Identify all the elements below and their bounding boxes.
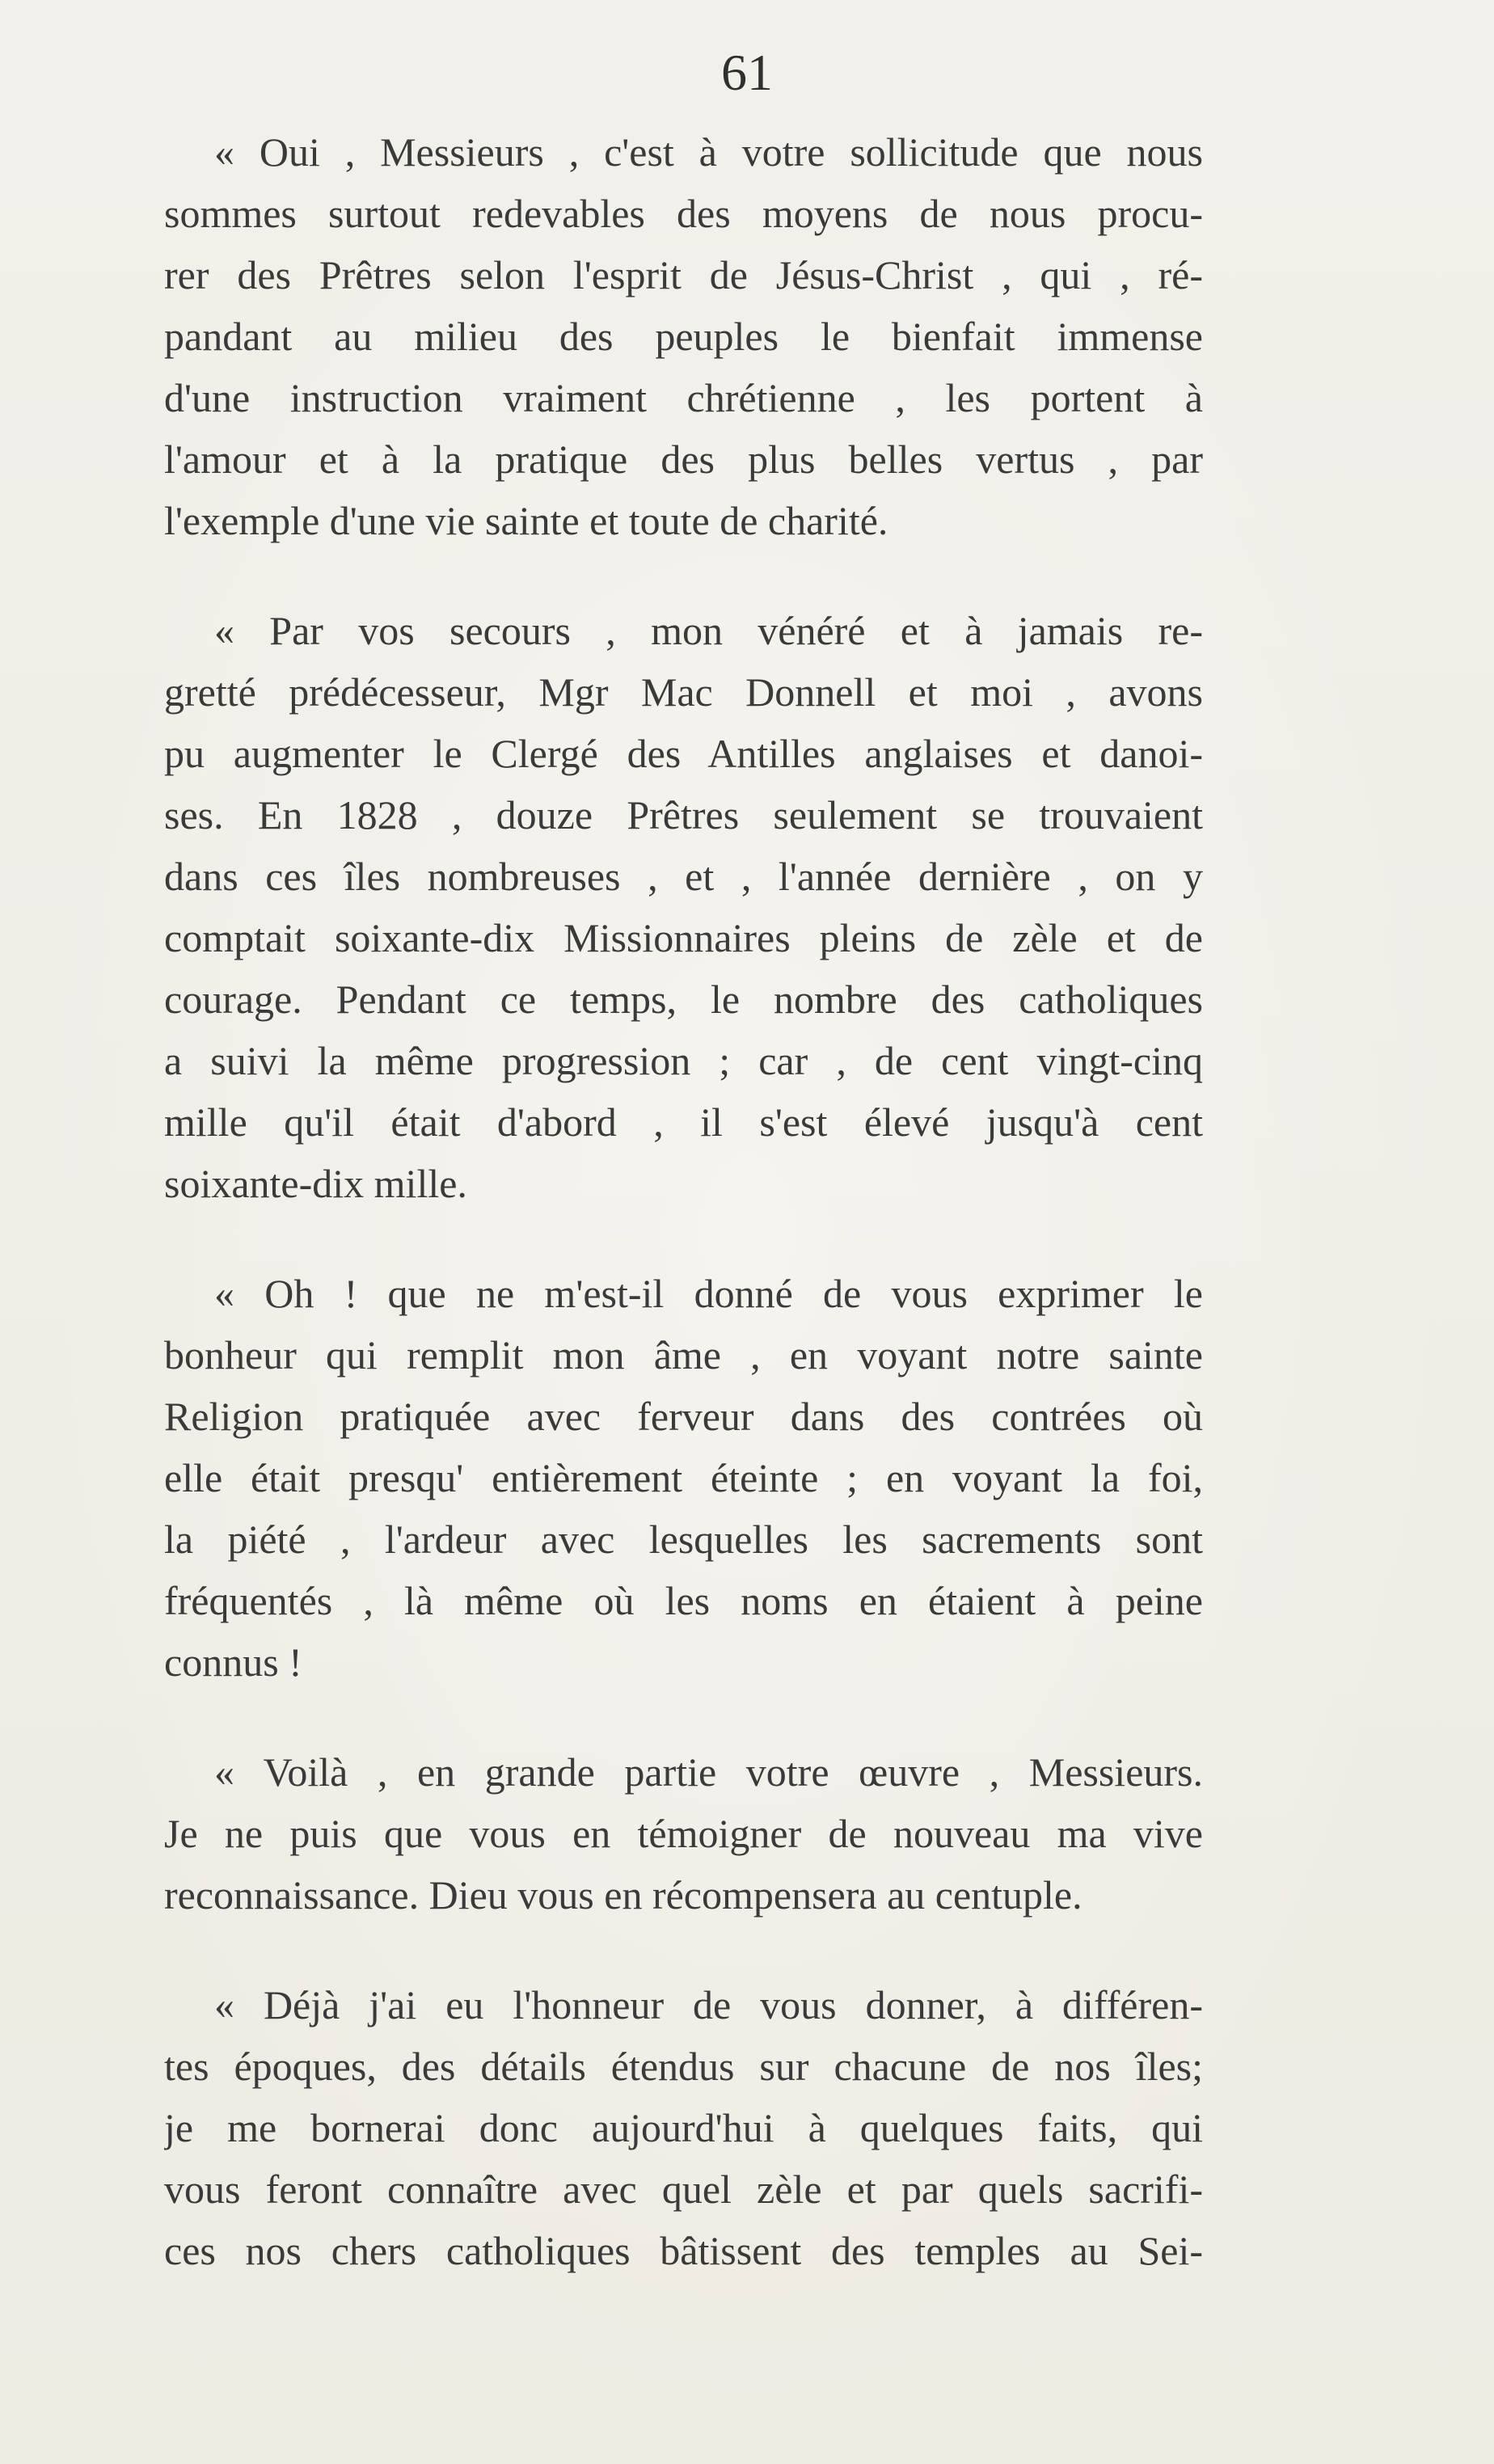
text-line: mille qu'il était d'abord , il s'est élevé jusqu'à cent [164, 1099, 1203, 1145]
text-line: pandant au milieu des peuples le bienfait immense [164, 314, 1203, 359]
text-line: « Déjà j'ai eu l'honneur de vous donner, à différen- [214, 1982, 1203, 2027]
paragraph-3 [164, 1263, 1203, 1693]
paragraph-5 [164, 1974, 1203, 2281]
text-line: l'amour et à la pratique des plus belles vertus , par [164, 437, 1203, 482]
paragraph-2 [164, 600, 1203, 1214]
text-line: tes époques, des détails étendus sur chacune de nos îles; [164, 2044, 1203, 2089]
text-line: elle était presqu' entièrement éteinte ; en voyant la foi, [164, 1455, 1203, 1500]
text-line: Religion pratiquée avec ferveur dans des contrées où [164, 1394, 1203, 1439]
text-line: Je ne puis que vous en témoigner de nouveau ma vive [164, 1811, 1203, 1856]
text-line: a suivi la même progression ; car , de cent vingt-cinq [164, 1038, 1203, 1083]
text-line: dans ces îles nombreuses , et , l'année dernière , on y [164, 854, 1203, 899]
text-line: ses. En 1828 , douze Prêtres seulement se trouvaient [164, 792, 1203, 838]
text-line: fréquentés , là même où les noms en étaient à peine [164, 1578, 1203, 1623]
text-line: pu augmenter le Clergé des Antilles anglaises et danoi- [164, 731, 1203, 776]
text-line: soixante-dix mille. [164, 1161, 467, 1206]
text-line: « Voilà , en grande partie votre œuvre , Messieurs. [214, 1749, 1203, 1795]
text-line: d'une instruction vraiment chrétienne , les portent à [164, 375, 1203, 420]
text-line: rer des Prêtres selon l'esprit de Jésus-Christ , qui , ré- [164, 252, 1203, 297]
paragraph-1 [164, 121, 1203, 551]
text-line: gretté prédécesseur, Mgr Mac Donnell et moi , avons [164, 669, 1203, 715]
text-line: connus ! [164, 1639, 302, 1685]
text-line: bonheur qui remplit mon âme , en voyant notre sainte [164, 1332, 1203, 1378]
text-line: « Oh ! que ne m'est-il donné de vous exprimer le [214, 1271, 1203, 1316]
text-line: sommes surtout redevables des moyens de nous procu- [164, 191, 1203, 236]
page-number: 61 [721, 44, 773, 101]
page-body [164, 121, 1203, 2330]
text-line: reconnaissance. Dieu vous en récompensera au centuple. [164, 1872, 1083, 1918]
text-line: l'exemple d'une vie sainte et toute de charité. [164, 498, 888, 543]
text-line: ces nos chers catholiques bâtissent des temples au Sei- [164, 2228, 1203, 2273]
text-line: « Oui , Messieurs , c'est à votre sollicitude que nous [214, 129, 1203, 175]
text-line: courage. Pendant ce temps, le nombre des catholiques [164, 977, 1203, 1022]
text-line: comptait soixante-dix Missionnaires pleins de zèle et de [164, 915, 1203, 960]
text-line: la piété , l'ardeur avec lesquelles les sacrements sont [164, 1517, 1203, 1562]
paragraph-4 [164, 1741, 1203, 1926]
text-line: je me bornerai donc aujourd'hui à quelques faits, qui [164, 2105, 1203, 2150]
text-line: vous feront connaître avec quel zèle et par quels sacrifi- [164, 2167, 1203, 2212]
text-line: « Par vos secours , mon vénéré et à jamais re- [214, 608, 1203, 653]
